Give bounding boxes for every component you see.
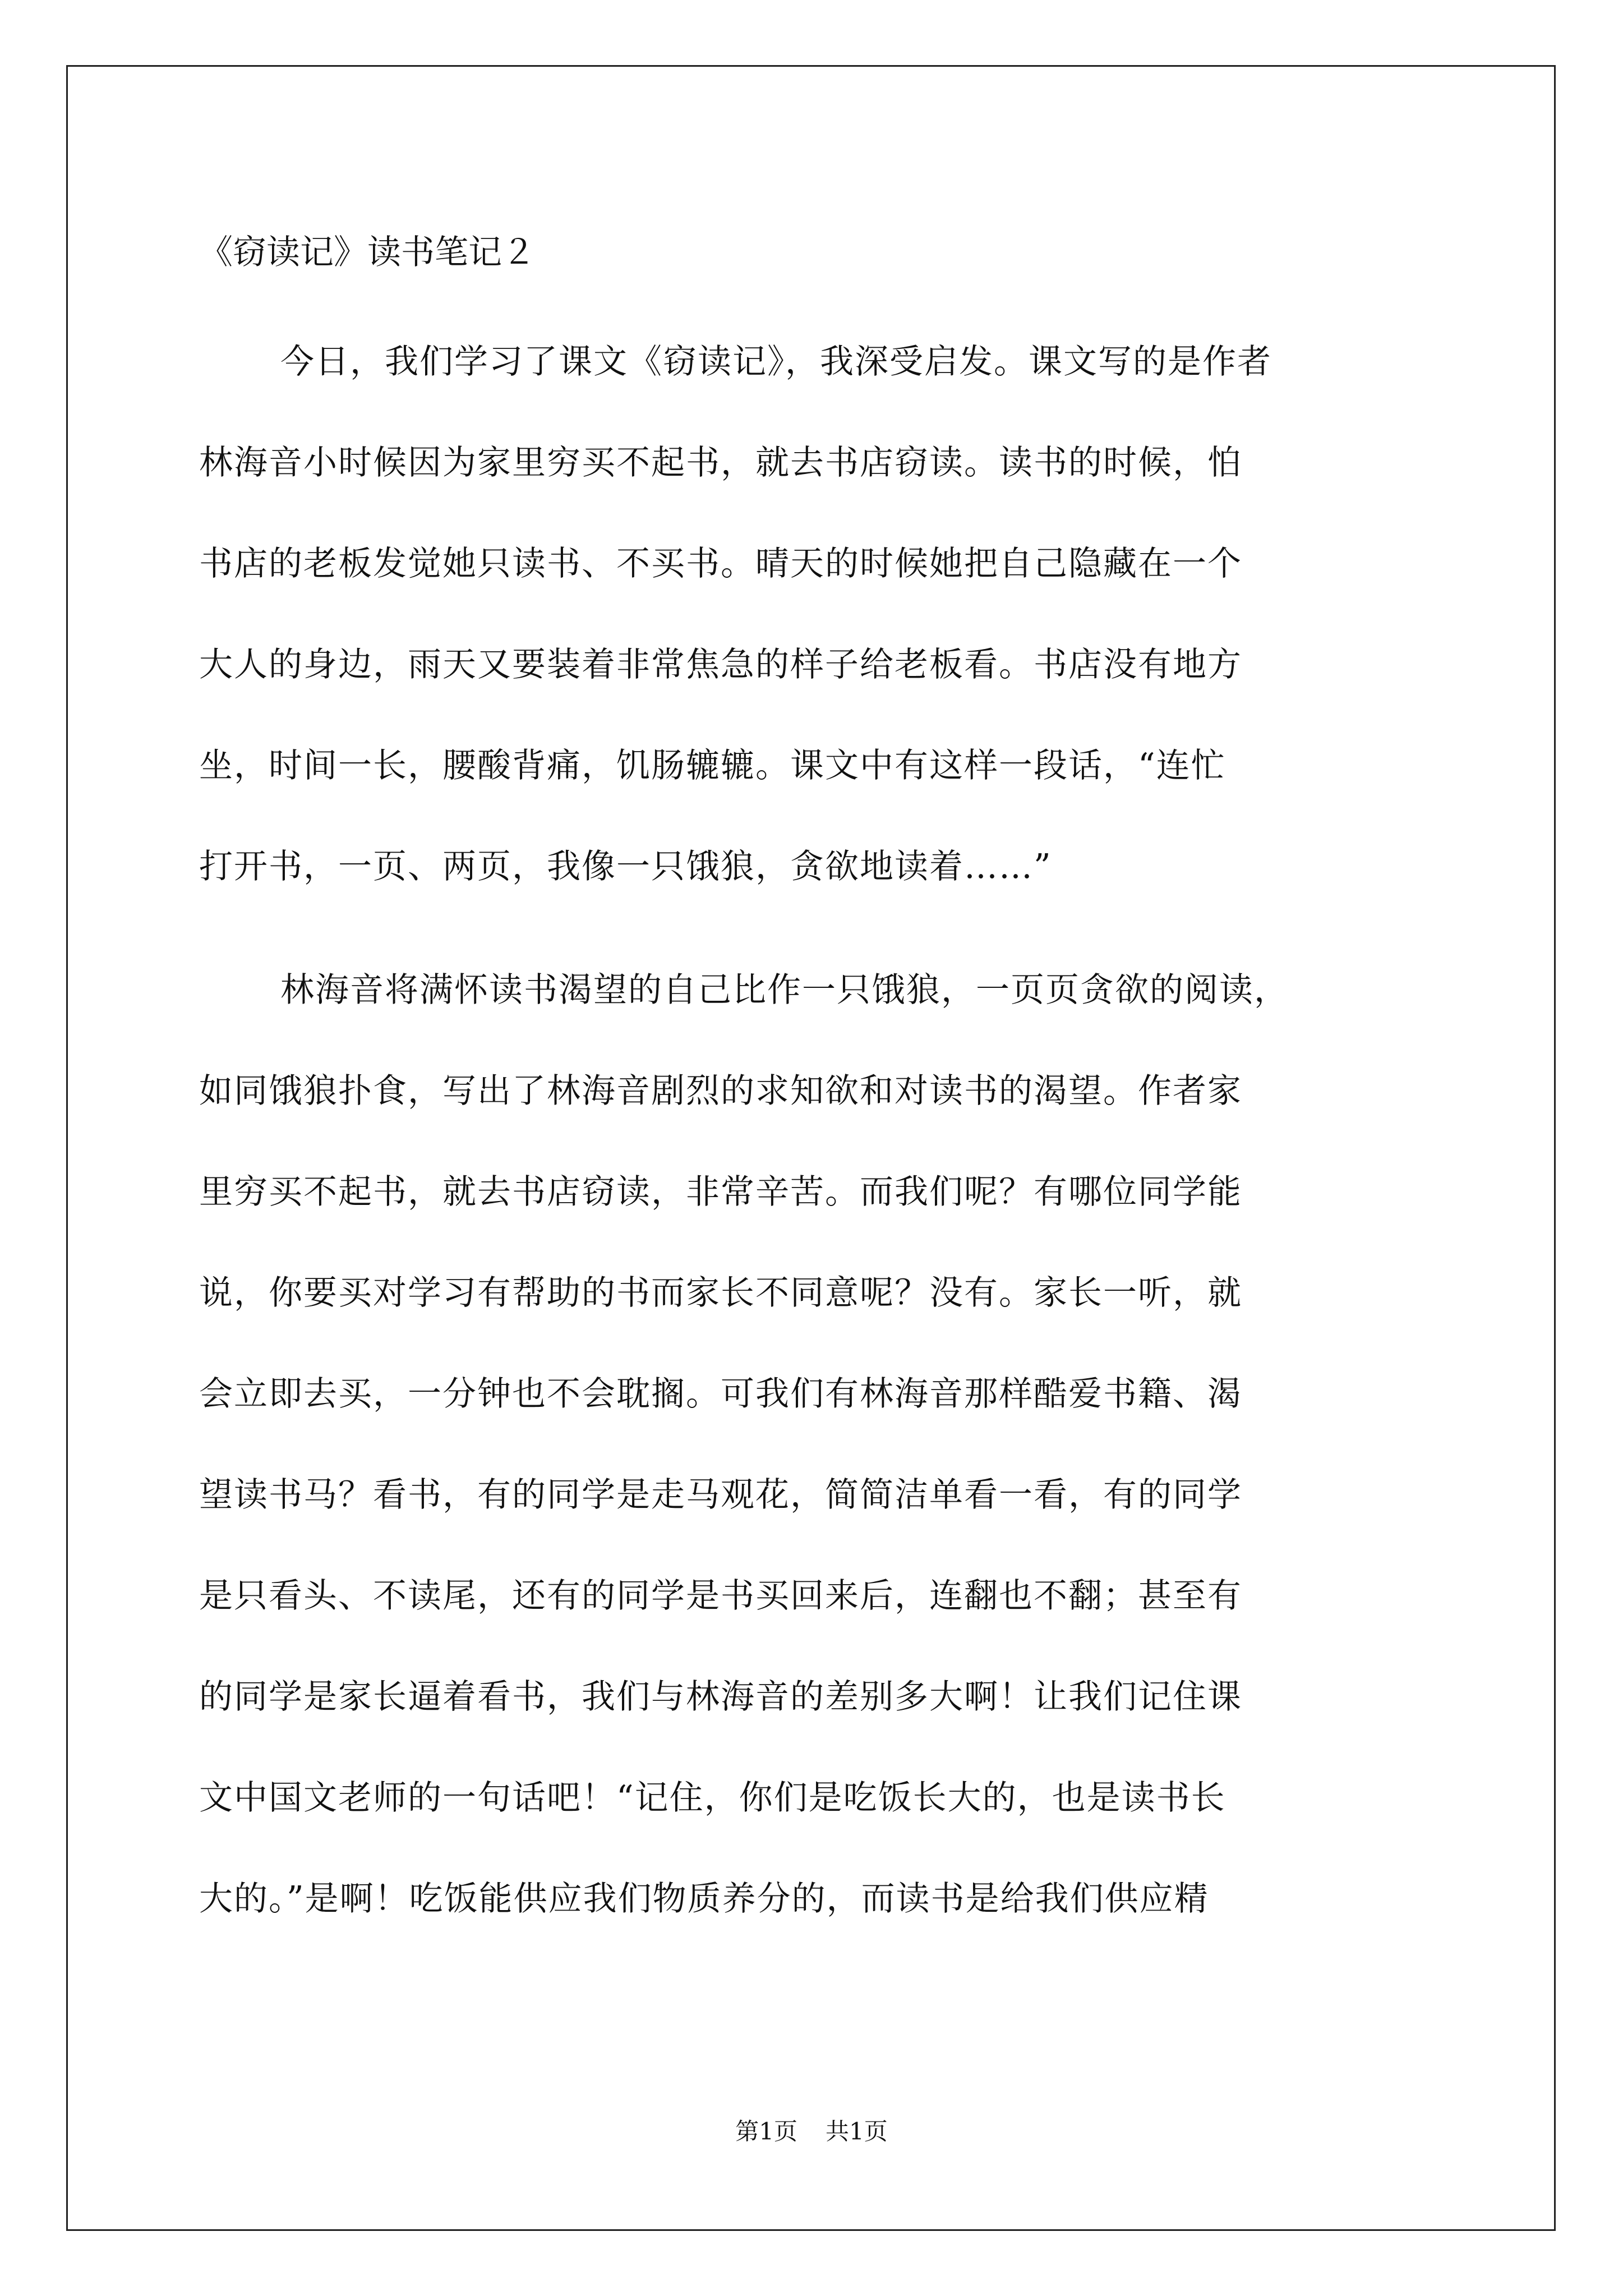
paragraph-1-line-3: 书店的老板发觉她只读书、不买书。晴天的时候她把自己隐藏在一个: [199, 544, 1242, 583]
paragraph-2-line-4: 说，你要买对学习有帮助的书而家长不同意呢？没有。家长一听，就: [199, 1273, 1242, 1313]
paragraph-2-line-9: 文中国文老师的一句话吧！“记住，你们是吃饭长大的，也是读书长: [199, 1778, 1226, 1818]
document-title: 《窃读记》读书笔记２: [199, 233, 536, 272]
page-number: 第1页: [735, 2118, 797, 2145]
paragraph-1-line-5: 坐，时间一长，腰酸背痛，饥肠辘辘。课文中有这样一段话，“连忙: [199, 746, 1226, 785]
paragraph-1-line-4: 大人的身边，雨天又要装着非常焦急的样子给老板看。书店没有地方: [199, 645, 1242, 684]
paragraph-1-line-6: 打开书，一页、两页，我像一只饿狼，贪欲地读着……”: [199, 847, 1052, 886]
paragraph-1-line-1: 今日，我们学习了课文《窃读记》，我深受启发。课文写的是作者: [280, 342, 1272, 381]
paragraph-2-line-7: 是只看头、不读尾，还有的同学是书买回来后，连翻也不翻；甚至有: [199, 1576, 1242, 1616]
paragraph-2-line-6: 望读书马？看书，有的同学是走马观花，简简洁单看一看，有的同学: [199, 1475, 1242, 1515]
paragraph-2-line-8: 的同学是家长逼着看书，我们与林海音的差别多大啊！让我们记住课: [199, 1677, 1242, 1717]
page-total: 共1页: [826, 2118, 888, 2145]
paragraph-2-line-10: 大的。”是啊！吃饭能供应我们物质养分的，而读书是给我们供应精: [199, 1879, 1209, 1918]
paragraph-2-line-5: 会立即去买，一分钟也不会耽搁。可我们有林海音那样酷爱书籍、渴: [199, 1374, 1242, 1414]
paragraph-2-line-2: 如同饿狼扑食，写出了林海音剧烈的求知欲和对读书的渴望。作者家: [199, 1071, 1242, 1111]
paragraph-1-line-2: 林海音小时候因为家里穷买不起书，就去书店窃读。读书的时候，怕: [199, 443, 1242, 482]
page-footer: [0, 2115, 1623, 2148]
paragraph-2-line-3: 里穷买不起书，就去书店窃读，非常辛苦。而我们呢？有哪位同学能: [199, 1172, 1242, 1212]
paragraph-2-line-1: 林海音将满怀读书渴望的自己比作一只饿狼，一页页贪欲的阅读，: [280, 970, 1289, 1010]
